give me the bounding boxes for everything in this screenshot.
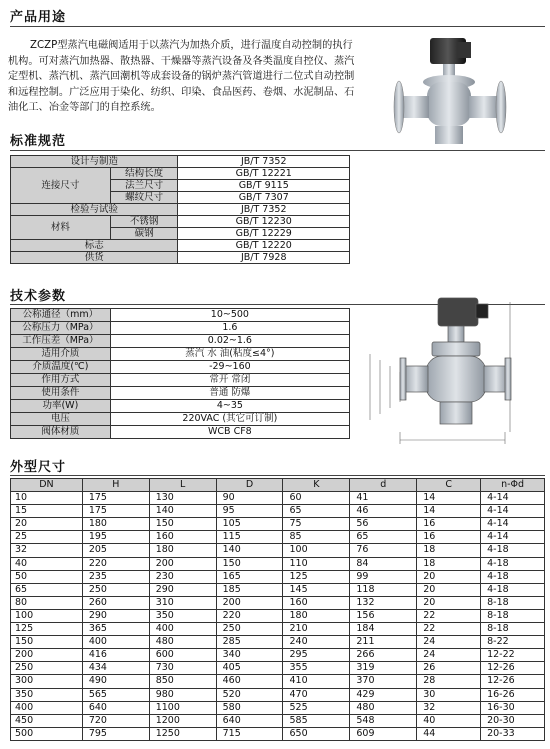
table-cell: 4-18 [481, 570, 545, 583]
section-rule [10, 26, 545, 27]
table-row [11, 623, 545, 636]
table-cell: 150 [216, 557, 283, 570]
table-cell: 4-14 [481, 492, 545, 505]
table-cell: 26 [417, 662, 481, 675]
tech-value: 220VAC (其它可订制) [110, 413, 349, 426]
table-cell: 110 [283, 557, 350, 570]
table-cell: 175 [82, 505, 149, 518]
table-row [11, 544, 545, 557]
std-sublabel: 不锈钢 [110, 216, 178, 228]
table-row [11, 505, 545, 518]
table-cell: 410 [283, 675, 350, 688]
table-cell: 175 [82, 492, 149, 505]
table-cell: 565 [82, 688, 149, 701]
table-cell: 4-18 [481, 544, 545, 557]
table-cell: 185 [216, 583, 283, 596]
table-cell: 8-18 [481, 609, 545, 622]
tech-label: 公称压力（MPa） [11, 322, 111, 335]
table-cell: 460 [216, 675, 283, 688]
table-row [11, 714, 545, 727]
table-row [11, 688, 545, 701]
table-cell: 480 [350, 701, 417, 714]
table-cell: 130 [149, 492, 216, 505]
table-cell: 95 [216, 505, 283, 518]
tech-value: 4~35 [110, 400, 349, 413]
table-cell: 211 [350, 636, 417, 649]
std-label: 连接尺寸 [11, 168, 111, 204]
table-cell: 41 [350, 492, 417, 505]
table-cell: 195 [82, 531, 149, 544]
table-cell: 30 [417, 688, 481, 701]
dims-header-cell: K [283, 479, 350, 492]
tech-value: 常开 常闭 [110, 374, 349, 387]
std-value: GB/T 7307 [178, 192, 350, 204]
table-cell: 46 [350, 505, 417, 518]
dims-header-cell: C [417, 479, 481, 492]
tech-value: 普通 防爆 [110, 387, 349, 400]
std-sublabel: 法兰尺寸 [110, 180, 178, 192]
table-cell: 18 [417, 557, 481, 570]
std-value: GB/T 12220 [178, 240, 350, 252]
table-cell: 350 [11, 688, 83, 701]
dims-header-cell: H [82, 479, 149, 492]
table-cell: 8-18 [481, 596, 545, 609]
std-label: 设计与制造 [11, 156, 178, 168]
table-cell: 15 [11, 505, 83, 518]
table-cell: 40 [11, 557, 83, 570]
table-cell: 12-26 [481, 662, 545, 675]
table-row [11, 492, 545, 505]
valve-photo [385, 30, 545, 155]
table-cell: 795 [82, 727, 149, 740]
table-cell: 150 [11, 636, 83, 649]
table-cell: 400 [82, 636, 149, 649]
section-title-standard: 标准规范 [10, 134, 67, 149]
tech-row [11, 309, 350, 322]
table-cell: 405 [216, 662, 283, 675]
table-cell: 8-22 [481, 636, 545, 649]
table-cell: 75 [283, 518, 350, 531]
table-cell: 99 [350, 570, 417, 583]
table-cell: 132 [350, 596, 417, 609]
table-row [11, 727, 545, 740]
dims-header-cell: D [216, 479, 283, 492]
table-cell: 400 [11, 701, 83, 714]
table-cell: 525 [283, 701, 350, 714]
table-cell: 220 [82, 557, 149, 570]
table-cell: 200 [216, 596, 283, 609]
table-cell: 720 [82, 714, 149, 727]
table-cell: 310 [149, 596, 216, 609]
table-cell: 140 [149, 505, 216, 518]
std-value: GB/T 9115 [178, 180, 350, 192]
tech-value: 1.6 [110, 322, 349, 335]
table-cell: 480 [149, 636, 216, 649]
table-cell: 285 [216, 636, 283, 649]
table-cell: 340 [216, 649, 283, 662]
table-cell: 44 [417, 727, 481, 740]
table-cell: 355 [283, 662, 350, 675]
tech-label: 公称通径（mm） [11, 309, 111, 322]
table-row [11, 518, 545, 531]
table-row [11, 596, 545, 609]
table-cell: 14 [417, 505, 481, 518]
table-row [11, 675, 545, 688]
table-cell: 160 [149, 531, 216, 544]
table-cell: 235 [82, 570, 149, 583]
table-cell: 4-18 [481, 583, 545, 596]
table-row [11, 570, 545, 583]
table-cell: 220 [216, 609, 283, 622]
dims-header-cell: L [149, 479, 216, 492]
table-row [11, 636, 545, 649]
tech-value: 10~500 [110, 309, 349, 322]
table-cell: 290 [149, 583, 216, 596]
tech-table [10, 308, 350, 439]
table-cell: 20 [417, 570, 481, 583]
table-cell: 16-26 [481, 688, 545, 701]
table-row [11, 531, 545, 544]
table-cell: 65 [11, 583, 83, 596]
table-cell: 12-26 [481, 675, 545, 688]
table-cell: 319 [350, 662, 417, 675]
table-cell: 32 [11, 544, 83, 557]
table-cell: 156 [350, 609, 417, 622]
table-cell: 85 [283, 531, 350, 544]
tech-label: 介质温度(℃) [11, 361, 111, 374]
std-label: 供货 [11, 252, 178, 264]
table-cell: 1200 [149, 714, 216, 727]
std-sublabel: 螺纹尺寸 [110, 192, 178, 204]
tech-value: 蒸汽 水 油(粘度≤4°) [110, 348, 349, 361]
section-title-dims: 外型尺寸 [10, 460, 67, 475]
table-cell: 22 [417, 623, 481, 636]
table-cell: 200 [149, 557, 216, 570]
table-cell: 184 [350, 623, 417, 636]
table-row [11, 583, 545, 596]
table-cell: 250 [11, 662, 83, 675]
table-cell: 250 [216, 623, 283, 636]
tech-row [11, 413, 350, 426]
table-cell: 16 [417, 518, 481, 531]
std-value: JB/T 7928 [178, 252, 350, 264]
table-cell: 260 [82, 596, 149, 609]
section-title-tech: 技术参数 [10, 289, 67, 304]
table-cell: 118 [350, 583, 417, 596]
table-cell: 20 [417, 583, 481, 596]
tech-row [11, 400, 350, 413]
table-cell: 22 [417, 609, 481, 622]
table-cell: 640 [82, 701, 149, 714]
tech-label: 电压 [11, 413, 111, 426]
table-cell: 500 [11, 727, 83, 740]
table-cell: 180 [283, 609, 350, 622]
dims-header-row [11, 479, 545, 492]
table-cell: 16-30 [481, 701, 545, 714]
section-rule [10, 150, 545, 151]
table-row [11, 662, 545, 675]
intro-paragraph: ZCZP型蒸汽电磁阀适用于以蒸汽为加热介质，进行温度自动控制的执行机构。可对蒸汽加热器、散热器、干燥器等蒸汽设备及各类温度自控仪、蒸汽定型机、蒸汽机、蒸汽回潮机等成套设备的锅炉蒸汽管道进行二位式自动控制和远程控制。广泛应用于染化、纺织、印染、食品医药、卷烟、水泥制品、石油化工、冶金等部门的自控系统。 [8, 40, 355, 113]
std-value: GB/T 12230 [178, 216, 350, 228]
table-cell: 266 [350, 649, 417, 662]
table-cell: 4-18 [481, 557, 545, 570]
table-cell: 180 [149, 544, 216, 557]
tech-value: 0.02~1.6 [110, 335, 349, 348]
table-cell: 205 [82, 544, 149, 557]
tech-label: 适用介质 [11, 348, 111, 361]
std-value: JB/T 7352 [178, 204, 350, 216]
table-cell: 609 [350, 727, 417, 740]
table-cell: 200 [11, 649, 83, 662]
table-cell: 370 [350, 675, 417, 688]
table-cell: 115 [216, 531, 283, 544]
table-cell: 56 [350, 518, 417, 531]
table-cell: 20 [11, 518, 83, 531]
std-value: GB/T 12221 [178, 168, 350, 180]
table-cell: 640 [216, 714, 283, 727]
table-cell: 548 [350, 714, 417, 727]
std-sublabel: 结构长度 [110, 168, 178, 180]
tech-row [11, 335, 350, 348]
tech-row [11, 374, 350, 387]
tech-row [11, 426, 350, 439]
table-cell: 60 [283, 492, 350, 505]
table-cell: 850 [149, 675, 216, 688]
table-cell: 90 [216, 492, 283, 505]
table-cell: 100 [283, 544, 350, 557]
table-cell: 18 [417, 544, 481, 557]
std-label: 材料 [11, 216, 111, 240]
table-cell: 180 [82, 518, 149, 531]
table-cell: 24 [417, 636, 481, 649]
table-cell: 230 [149, 570, 216, 583]
table-cell: 520 [216, 688, 283, 701]
tech-value: -29~160 [110, 361, 349, 374]
tech-row [11, 322, 350, 335]
tech-row [11, 387, 350, 400]
dims-header-cell: DN [11, 479, 83, 492]
table-cell: 429 [350, 688, 417, 701]
table-cell: 210 [283, 623, 350, 636]
section-title-usage: 产品用途 [10, 10, 67, 25]
dims-header-cell: n-Φd [481, 479, 545, 492]
tech-label: 作用方式 [11, 374, 111, 387]
std-sublabel: 碳钢 [110, 228, 178, 240]
table-cell: 300 [11, 675, 83, 688]
table-cell: 4-14 [481, 518, 545, 531]
tech-value: WCB CF8 [110, 426, 349, 439]
table-cell: 100 [11, 609, 83, 622]
table-cell: 65 [283, 505, 350, 518]
table-cell: 32 [417, 701, 481, 714]
table-cell: 434 [82, 662, 149, 675]
std-value: JB/T 7352 [178, 156, 350, 168]
table-cell: 350 [149, 609, 216, 622]
table-cell: 10 [11, 492, 83, 505]
table-cell: 1100 [149, 701, 216, 714]
table-cell: 295 [283, 649, 350, 662]
table-cell: 416 [82, 649, 149, 662]
table-cell: 140 [216, 544, 283, 557]
table-cell: 145 [283, 583, 350, 596]
table-cell: 12-22 [481, 649, 545, 662]
table-cell: 715 [216, 727, 283, 740]
standard-table [10, 155, 350, 264]
table-cell: 450 [11, 714, 83, 727]
table-cell: 4-14 [481, 505, 545, 518]
table-cell: 730 [149, 662, 216, 675]
table-row [11, 609, 545, 622]
table-cell: 4-14 [481, 531, 545, 544]
table-cell: 40 [417, 714, 481, 727]
table-cell: 125 [283, 570, 350, 583]
table-row [11, 557, 545, 570]
table-cell: 1250 [149, 727, 216, 740]
valve-dimension-drawing [360, 292, 545, 457]
table-cell: 76 [350, 544, 417, 557]
dims-header-cell: d [350, 479, 417, 492]
table-cell: 14 [417, 492, 481, 505]
table-cell: 25 [11, 531, 83, 544]
table-cell: 365 [82, 623, 149, 636]
table-cell: 24 [417, 649, 481, 662]
table-cell: 250 [82, 583, 149, 596]
table-cell: 580 [216, 701, 283, 714]
table-cell: 150 [149, 518, 216, 531]
table-cell: 20-30 [481, 714, 545, 727]
tech-label: 工作压差（MPa） [11, 335, 111, 348]
tech-label: 功率(W) [11, 400, 111, 413]
table-cell: 650 [283, 727, 350, 740]
table-row [11, 701, 545, 714]
table-cell: 20-33 [481, 727, 545, 740]
table-cell: 160 [283, 596, 350, 609]
table-row [11, 649, 545, 662]
std-value: GB/T 12229 [178, 228, 350, 240]
table-cell: 80 [11, 596, 83, 609]
table-cell: 600 [149, 649, 216, 662]
table-cell: 125 [11, 623, 83, 636]
dimensions-table [10, 478, 545, 741]
table-cell: 65 [350, 531, 417, 544]
tech-row [11, 348, 350, 361]
table-cell: 28 [417, 675, 481, 688]
table-cell: 240 [283, 636, 350, 649]
table-cell: 105 [216, 518, 283, 531]
tech-row [11, 361, 350, 374]
table-cell: 84 [350, 557, 417, 570]
tech-label: 使用条件 [11, 387, 111, 400]
tech-label: 阀体材质 [11, 426, 111, 439]
section-rule [10, 475, 545, 476]
table-cell: 490 [82, 675, 149, 688]
table-cell: 470 [283, 688, 350, 701]
std-label: 检验与试验 [11, 204, 178, 216]
table-cell: 165 [216, 570, 283, 583]
table-cell: 290 [82, 609, 149, 622]
std-label: 标志 [11, 240, 178, 252]
table-cell: 20 [417, 596, 481, 609]
table-cell: 16 [417, 531, 481, 544]
table-cell: 8-18 [481, 623, 545, 636]
table-cell: 50 [11, 570, 83, 583]
table-cell: 585 [283, 714, 350, 727]
table-cell: 980 [149, 688, 216, 701]
table-cell: 400 [149, 623, 216, 636]
